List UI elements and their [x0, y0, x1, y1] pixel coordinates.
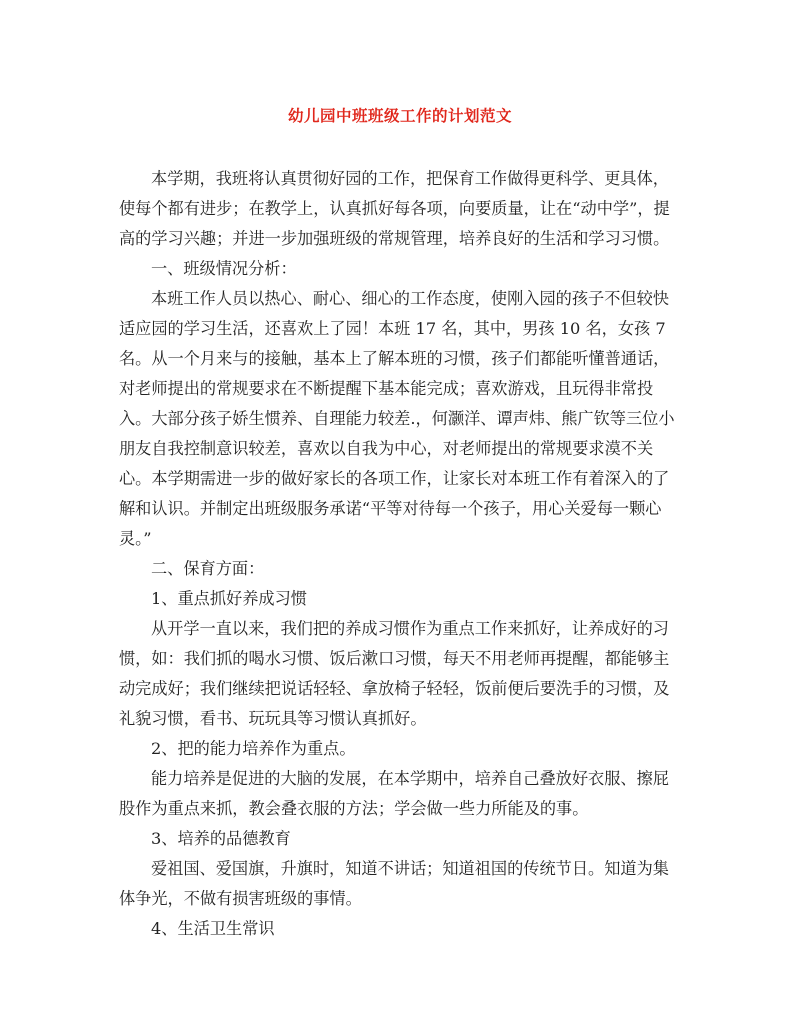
document-title: 幼儿园中班班级工作的计划范文	[287, 106, 512, 125]
document-body	[119, 164, 679, 944]
section-1-heading: 一、班级情况分析：	[151, 259, 297, 278]
subsection-2-paragraph: 能力培养是促进的大脑的发展，在本学期中，培养自己叠放好衣服、擦屁股作为重点来抓，教会叠衣服的方法；学会做一些力所能及的事。	[119, 769, 669, 818]
subsection-3-heading: 3、培养的品德教育	[151, 829, 291, 848]
subsection-1-heading: 1、重点抓好养成习惯	[151, 589, 307, 608]
subsection-2-heading: 2、把的能力培养作为重点。	[151, 739, 356, 758]
subsection-3-paragraph: 爱祖国、爱国旗，升旗时，知道不讲话；知道祖国的传统节日。知道为集体争光，不做有损害班级的事情。	[119, 859, 669, 908]
section-1-paragraph: 本班工作人员以热心、耐心、细心的工作态度，使刚入园的孩子不但较快适应园的学习生活，还喜欢上了园！本班 17 名，其中，男孩 10 名，女孩 7 名。从一个月来与的接触，基本上了解本班的习惯，孩子们都能听懂普通话，对老师提出的常规要求在不断提醒下基本能完成；喜欢游戏，且玩得非常投入。大部分孩子娇生惯养、自理能力较差.，何灏洋、谭声炜、熊广钦等三位小朋友自我控制意识较差，喜欢以自我为中心，对老师提出的常规要求漠不关心。本学期需进一步的做好家长的各项工作，让家长对本班工作有着深入的了解和认识。并制定出班级服务承诺“平等对待每一个孩子，用心关爱每一颗心灵。”	[119, 289, 675, 548]
section-2-heading: 二、保育方面：	[151, 559, 265, 578]
intro-paragraph: 本学期，我班将认真贯彻好园的工作，把保育工作做得更科学、更具体，使每个都有进步；在教学上，认真抓好每各项，向要质量，让在“动中学”，提高的学习兴趣；并进一步加强班级的常规管理，培养良好的生活和学习习惯。	[119, 169, 670, 248]
subsection-4-heading: 4、生活卫生常识	[151, 919, 275, 938]
subsection-1-paragraph: 从开学一直以来，我们把的养成习惯作为重点工作来抓好，让养成好的习惯，如：我们抓的喝水习惯、饭后漱口习惯，每天不用老师再提醒，都能够主动完成好；我们继续把说话轻轻、拿放椅子轻轻，饭前便后要洗手的习惯，及礼貌习惯，看书、玩玩具等习惯认真抓好。	[119, 619, 670, 728]
